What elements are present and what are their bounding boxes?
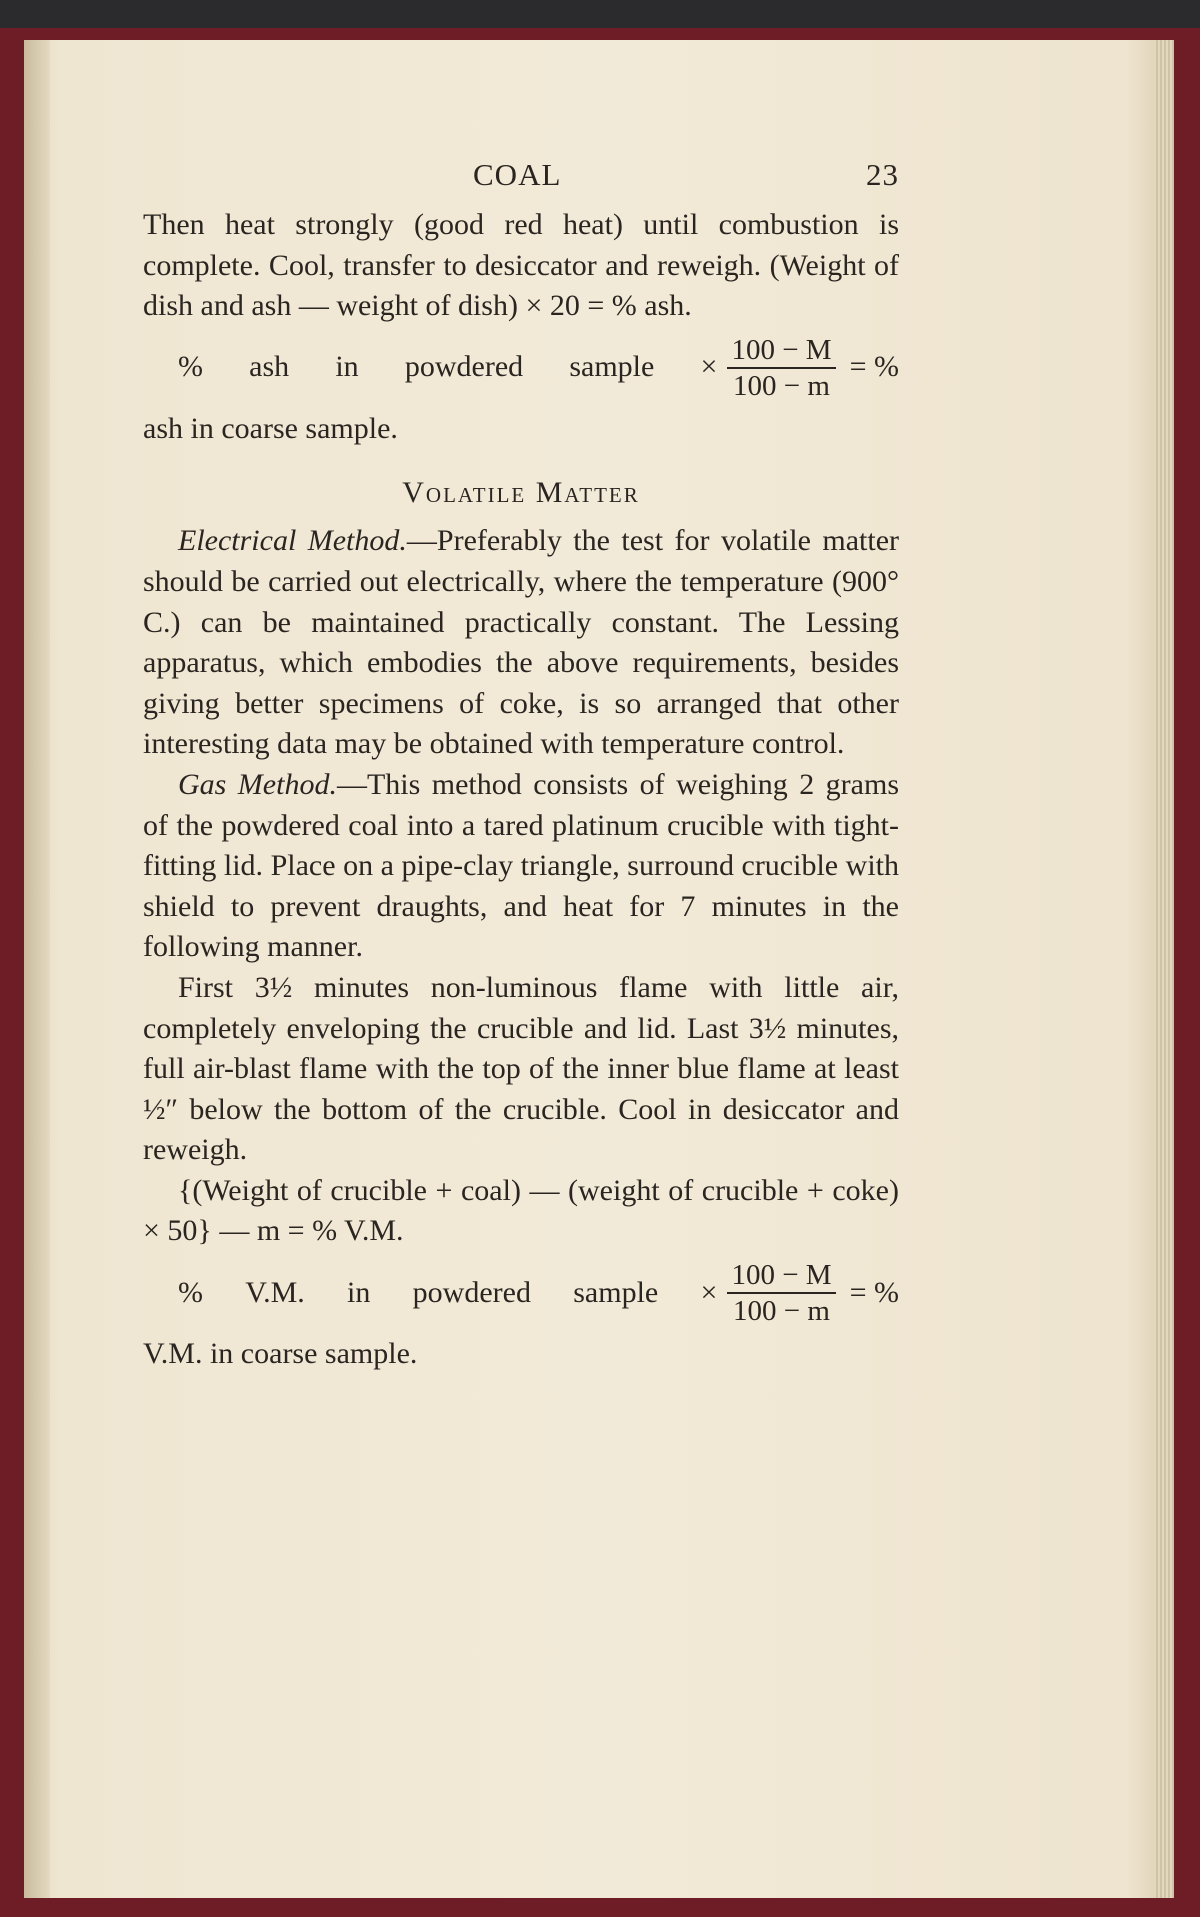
formula-paragraph: {(Weight of crucible + coal) — (weight of crucible + coke) × 50} — m = % V.M. bbox=[143, 1173, 899, 1248]
running-title: COAL bbox=[473, 157, 562, 192]
gas-method-paragraph bbox=[143, 765, 899, 968]
page-text bbox=[143, 155, 899, 1375]
section-heading: Volatile Matter bbox=[402, 476, 640, 510]
ash-equation bbox=[143, 327, 899, 409]
ash-after: ash in coarse sample. bbox=[143, 411, 398, 445]
ash-paragraph: Then heat strongly (good red heat) until combustion is complete. Cool, transfer to desiccator and reweigh. (Weight of dish and ash — weight of dish) × 20 = % ash. bbox=[143, 208, 899, 323]
eq-word: sample bbox=[569, 350, 655, 384]
page-gutter bbox=[24, 40, 50, 1898]
eq-word: ash bbox=[249, 350, 290, 384]
electrical-label: Electrical Method. bbox=[178, 524, 407, 558]
eq-word: % bbox=[178, 350, 203, 384]
page-edge bbox=[1156, 40, 1174, 1898]
equation-words bbox=[178, 1273, 727, 1314]
gas-label: Gas Method. bbox=[178, 767, 337, 801]
vm-after: V.M. in coarse sample. bbox=[143, 1337, 418, 1371]
eq-word: in bbox=[335, 350, 359, 384]
eq-word: powdered bbox=[412, 1275, 531, 1309]
electrical-text: —Preferably the test for volatile matter should be carried out electrically, where the temperature (900° C.) can be maintained practically constant. The Lessing apparatus, which embodies the above requirements, besides giving better specimens of coke, is so arranged that other interesting data may be obtained with temperature control. bbox=[143, 524, 899, 761]
vm-equation bbox=[143, 1252, 899, 1334]
eq-word: × bbox=[700, 350, 718, 384]
fraction bbox=[727, 333, 835, 403]
running-header bbox=[143, 155, 899, 205]
fraction-denominator: 100 − m bbox=[733, 369, 830, 402]
eq-word: sample bbox=[573, 1275, 659, 1309]
gas-text: —This method consists of weighing 2 grams of the powdered coal into a tared platinum crucible with tight-fitting lid. Place on a pipe-clay triangle, surround crucible with shield to prevent draughts, and heat for 7 minutes in the following manner. bbox=[143, 767, 899, 964]
eq-word: V.M. bbox=[245, 1275, 305, 1309]
electrical-method-paragraph bbox=[143, 521, 899, 765]
fraction bbox=[727, 1258, 835, 1328]
equation-rhs: = % bbox=[849, 1275, 899, 1309]
equation-words bbox=[178, 347, 727, 388]
page-number: 23 bbox=[866, 157, 899, 192]
fraction-numerator: 100 − M bbox=[727, 1258, 835, 1294]
eq-word: powdered bbox=[404, 350, 524, 384]
eq-word: in bbox=[347, 1275, 371, 1309]
eq-word: × bbox=[700, 1275, 718, 1309]
heating-paragraph: First 3½ minutes non-luminous flame with little air, completely enveloping the crucible and lid. Last 3½ minutes, full air-blast flame with the top of the inner blue flame at least ½″ below the bottom of the crucible. Cool in desiccator and reweigh. bbox=[143, 970, 899, 1167]
fraction-denominator: 100 − m bbox=[733, 1295, 830, 1328]
eq-word: % bbox=[178, 1275, 203, 1309]
fraction-numerator: 100 − M bbox=[727, 333, 835, 369]
equation-rhs: = % bbox=[849, 350, 899, 384]
